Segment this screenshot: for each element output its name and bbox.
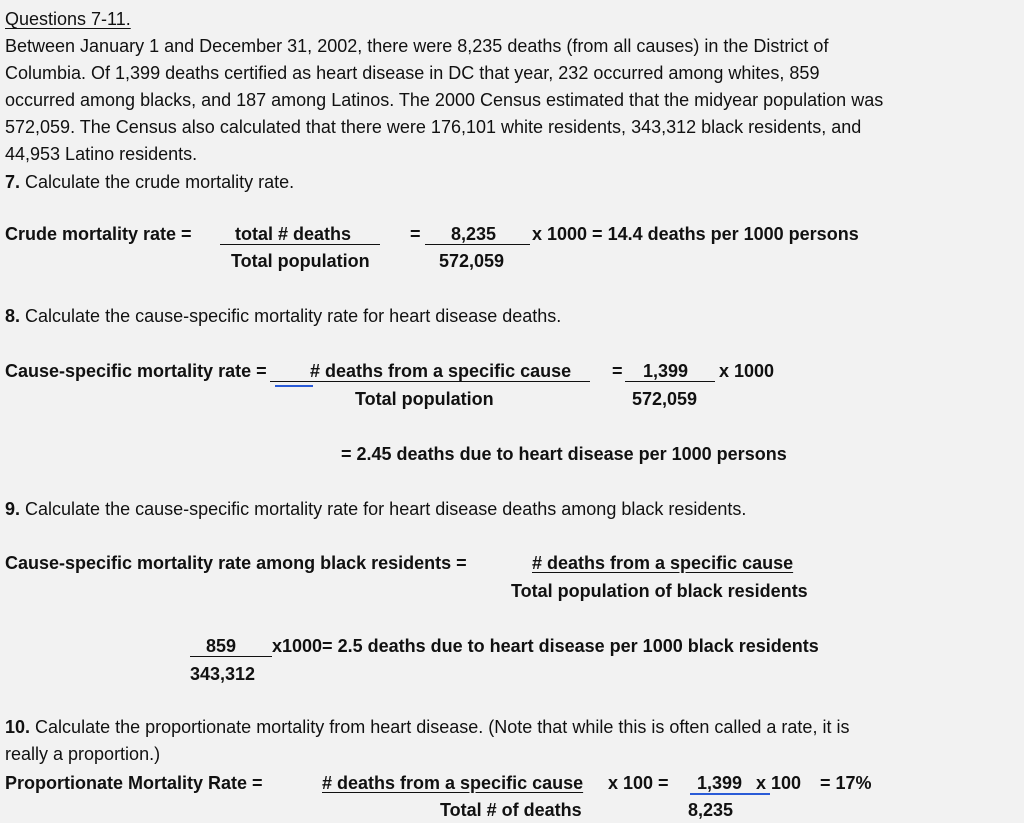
cause-denominator-text: Total population [355,389,494,409]
cause-numerator-value: 1,399 [643,361,689,381]
fraction-bar [190,656,272,657]
proportionate-numerator-text: # deaths from a specific cause [322,773,584,793]
equals-sign: = [612,361,623,381]
proportionate-result: = 17% [820,773,872,793]
cause-result: = 2.45 deaths due to heart disease per 1000 persons [341,444,787,464]
black-result: x1000= 2.5 deaths due to heart disease per 1000 black residents [272,636,819,656]
cause-rate-label: Cause-specific mortality rate = [5,361,267,381]
black-denominator-value: 343,312 [190,664,256,684]
page-title: Questions 7-11. [5,9,131,29]
proportionate-multiplier-2: x 100 [756,773,802,793]
proportionate-denominator-value: 8,235 [688,800,734,820]
black-rate-label: Cause-specific mortality rate among black residents = [5,553,467,573]
question-9-prompt [5,498,746,520]
proportionate-multiplier: x 100 = [608,773,669,793]
question-8-prompt [5,305,561,327]
question-text: Calculate the proportionate mortality from heart disease. (Note that while this is often called a rate, it is [35,717,850,737]
crude-numerator-value: 8,235 [451,224,497,244]
black-denominator-text: Total population of black residents [511,581,808,601]
intro-line: Between January 1 and December 31, 2002, there were 8,235 deaths (from all causes) in the District of [5,36,829,56]
question-number: 10. [5,717,31,737]
fraction-bar [220,244,380,245]
cause-multiplier: x 1000 [719,361,775,381]
fraction-bar [425,244,530,245]
question-number: 9. [5,499,21,519]
question-7-prompt [5,171,294,193]
intro-line: occurred among blacks, and 187 among Latinos. The 2000 Census estimated that the midyear population was [5,90,884,110]
question-number: 8. [5,306,21,326]
proportionate-numerator-value: 1,399 [697,773,743,793]
question-text: Calculate the crude mortality rate. [25,172,295,192]
crude-denominator-text: Total population [231,251,370,271]
crude-rate-label: Crude mortality rate = [5,224,192,244]
question-text: Calculate the cause-specific mortality rate for heart disease deaths. [25,306,562,326]
proportionate-label: Proportionate Mortality Rate = [5,773,263,793]
intro-line: 572,059. The Census also calculated that there were 176,101 white residents, 343,312 black residents, and [5,117,862,137]
intro-line: Columbia. Of 1,399 deaths certified as heart disease in DC that year, 232 occurred among whites, 859 [5,63,820,83]
intro-line: 44,953 Latino residents. [5,144,198,164]
cause-denominator-value: 572,059 [632,389,698,409]
proportionate-denominator-text: Total # of deaths [440,800,582,820]
cause-numerator-text: # deaths from a specific cause [310,361,572,381]
question-10-prompt [5,716,849,738]
black-numerator-text: # deaths from a specific cause [532,553,794,573]
crude-numerator-text: total # deaths [235,224,352,244]
spellcheck-underline [275,385,313,387]
question-number: 7. [5,172,21,192]
black-numerator-value: 859 [206,636,237,656]
crude-result: x 1000 = 14.4 deaths per 1000 persons [532,224,859,244]
equals-sign: = [410,224,421,244]
fraction-bar [625,381,715,382]
fraction-bar [270,381,590,382]
question-10-prompt-cont: really a proportion.) [5,744,161,764]
question-text: Calculate the cause-specific mortality rate for heart disease deaths among black residents. [25,499,747,519]
crude-denominator-value: 572,059 [439,251,505,271]
